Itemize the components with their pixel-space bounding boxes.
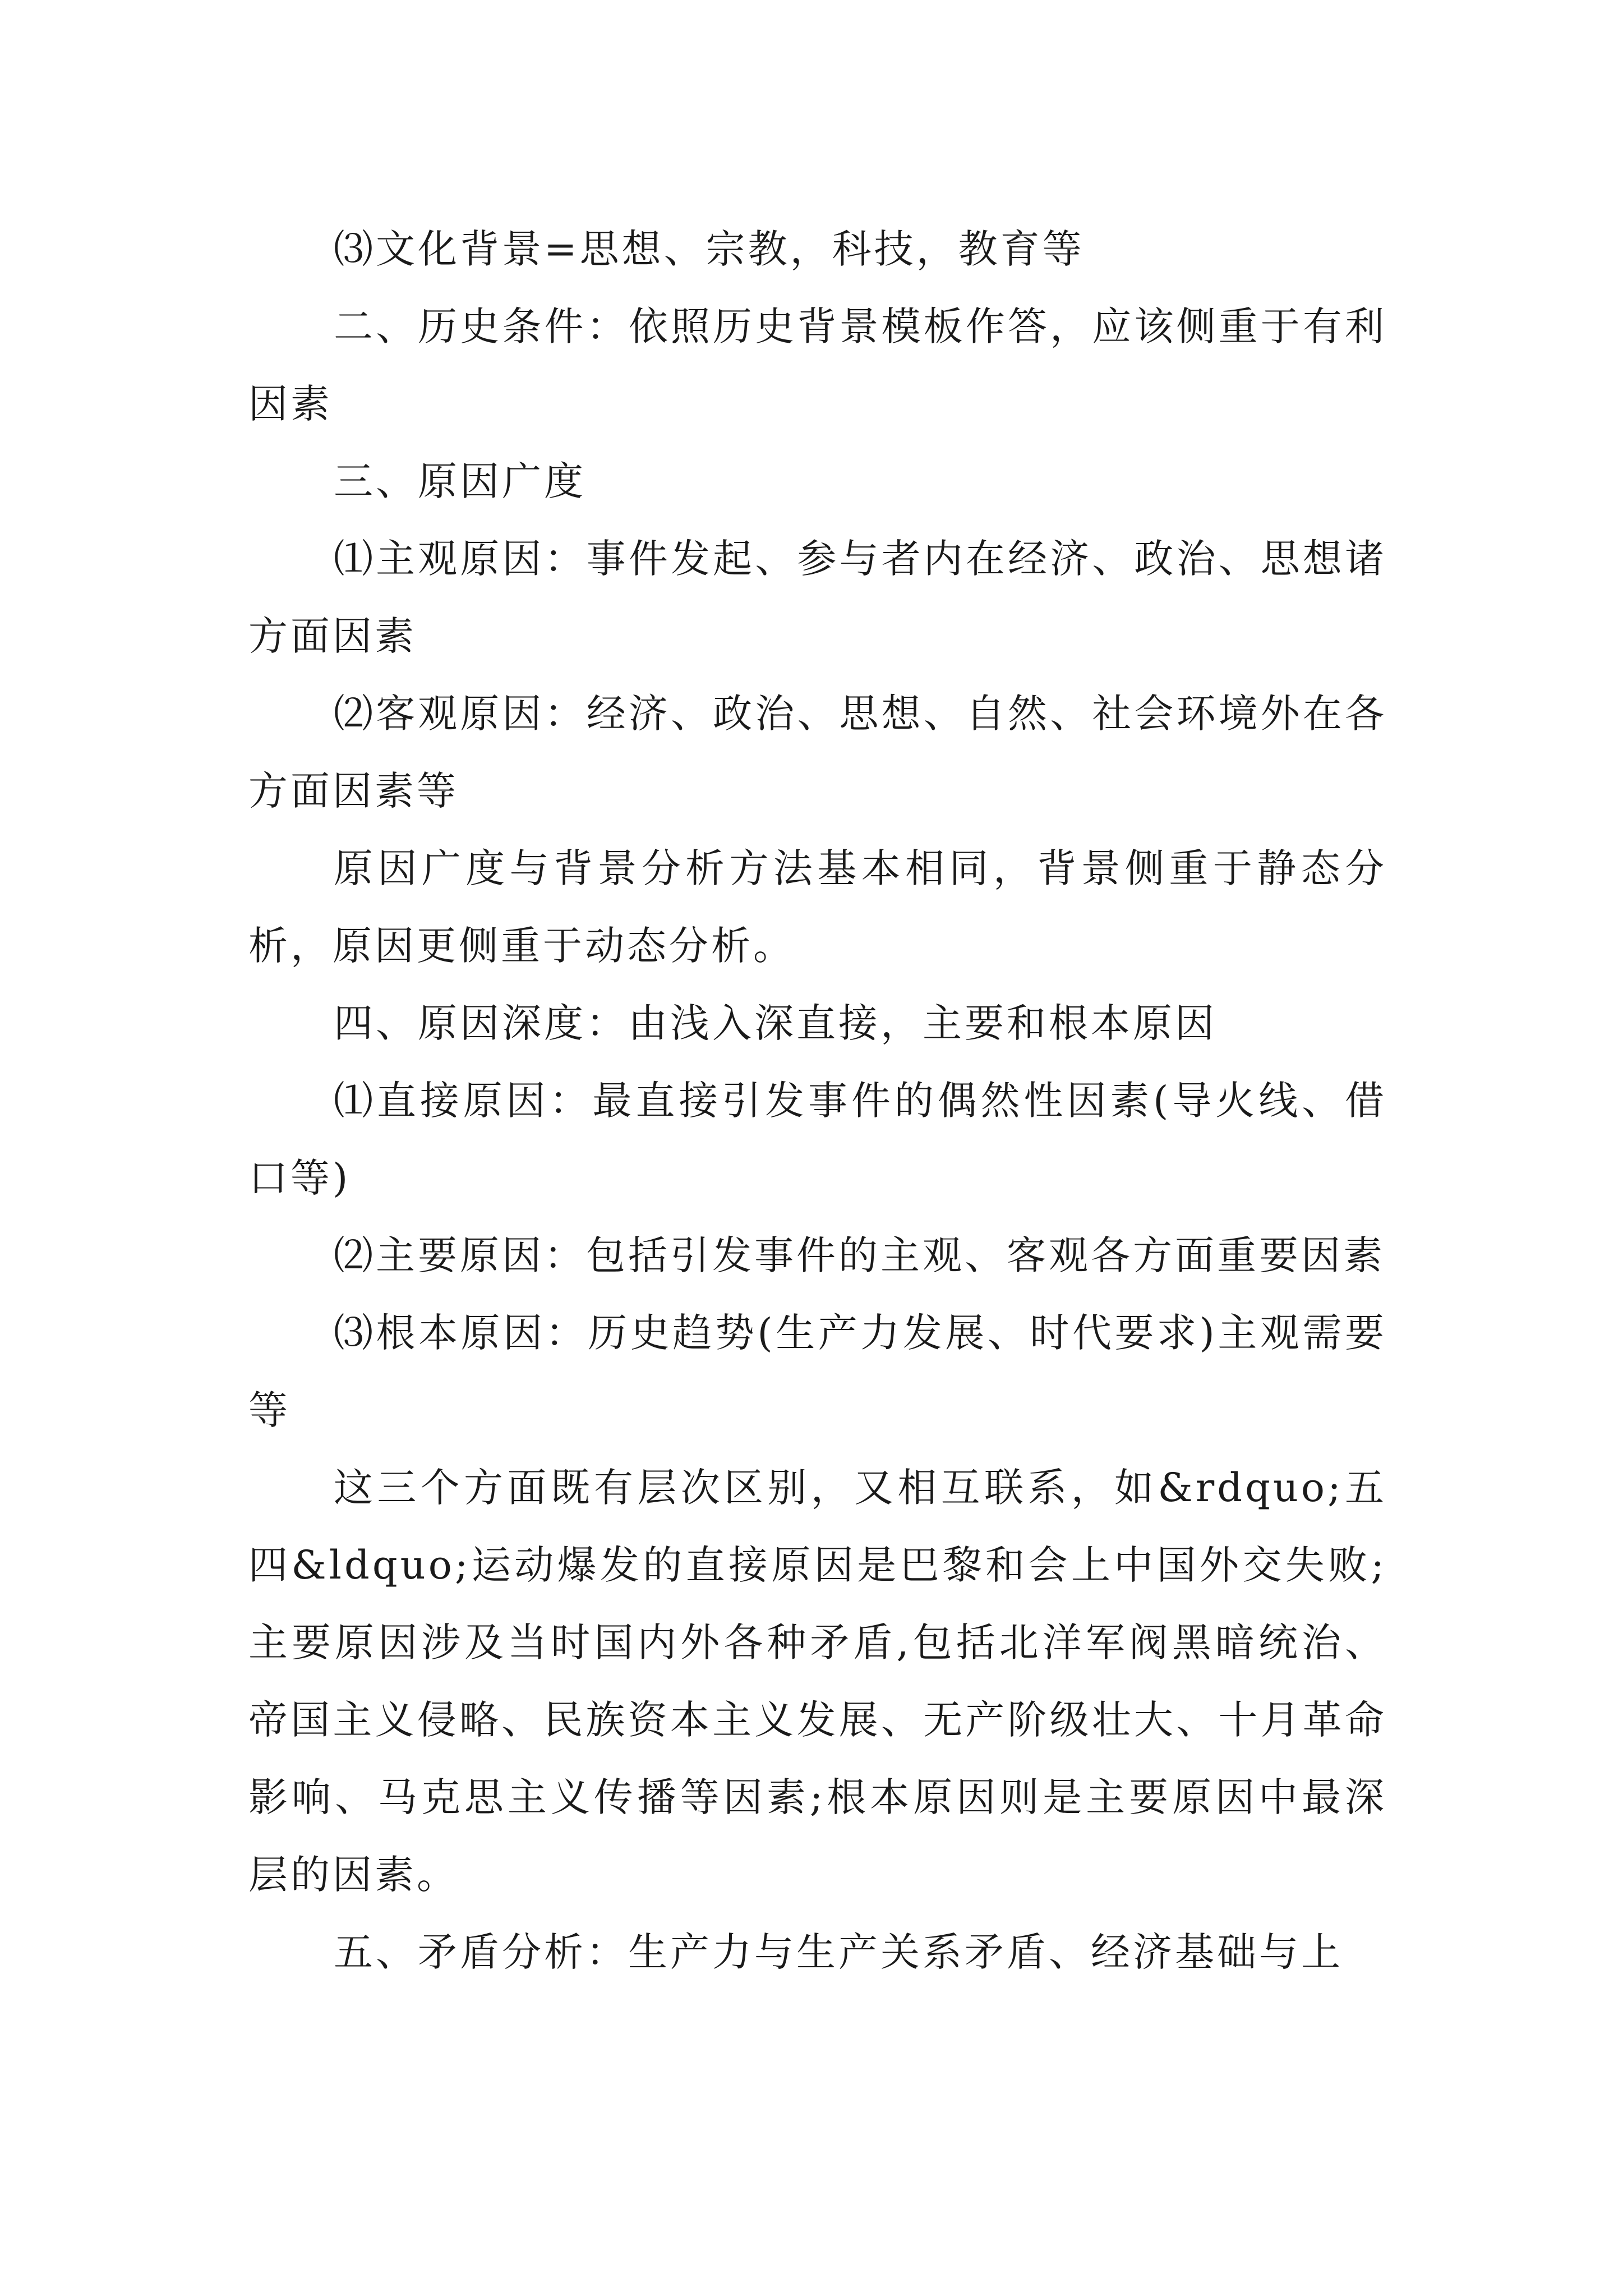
paragraph-culture-background: ⑶文化背景=思想、宗教，科技，教育等 [334, 226, 1085, 272]
document-body [248, 210, 1387, 1991]
paragraph-objective-causes: ⑵客观原因：经济、政治、思想、自然、社会环境外在各方面因素等 [248, 691, 1387, 814]
paragraph-main-cause: ⑵主要原因：包括引发事件的主观、客观各方面重要因素 [334, 1232, 1385, 1278]
paragraph-cause-breadth-heading: 三、原因广度 [334, 458, 586, 504]
paragraph-root-cause: ⑶根本原因：历史趋势(生产力发展、时代要求)主观需要等 [248, 1310, 1387, 1433]
paragraph-cause-depth-heading: 四、原因深度：由浅入深直接，主要和根本原因 [334, 1000, 1217, 1046]
paragraph-breadth-vs-background: 原因广度与背景分析方法基本相同，背景侧重于静态分析，原因更侧重于动态分析。 [248, 845, 1387, 969]
paragraph-direct-cause: ⑴直接原因：最直接引发事件的偶然性因素(导火线、借口等) [248, 1078, 1387, 1201]
paragraph-may-fourth-example: 这三个方面既有层次区别，又相互联系，如&rdquo;五四&ldquo;运动爆发的直接原因是巴黎和会上中国外交失败;主要原因涉及当时国内外各种矛盾,包括北洋军阀黑暗统治、帝国主义侵略、民族资本主义发展、无产阶级壮大、十月革命影响、马克思主义传播等因素;根本原因则是主要原因中最深层的因素。 [248, 1465, 1387, 1898]
paragraph-contradiction-analysis: 五、矛盾分析：生产力与生产关系矛盾、经济基础与上 [334, 1929, 1343, 1975]
paragraph-subjective-causes: ⑴主观原因：事件发起、参与者内在经济、政治、思想诸方面因素 [248, 536, 1387, 659]
paragraph-historical-conditions: 二、历史条件：依照历史背景模板作答，应该侧重于有利因素 [248, 303, 1387, 427]
